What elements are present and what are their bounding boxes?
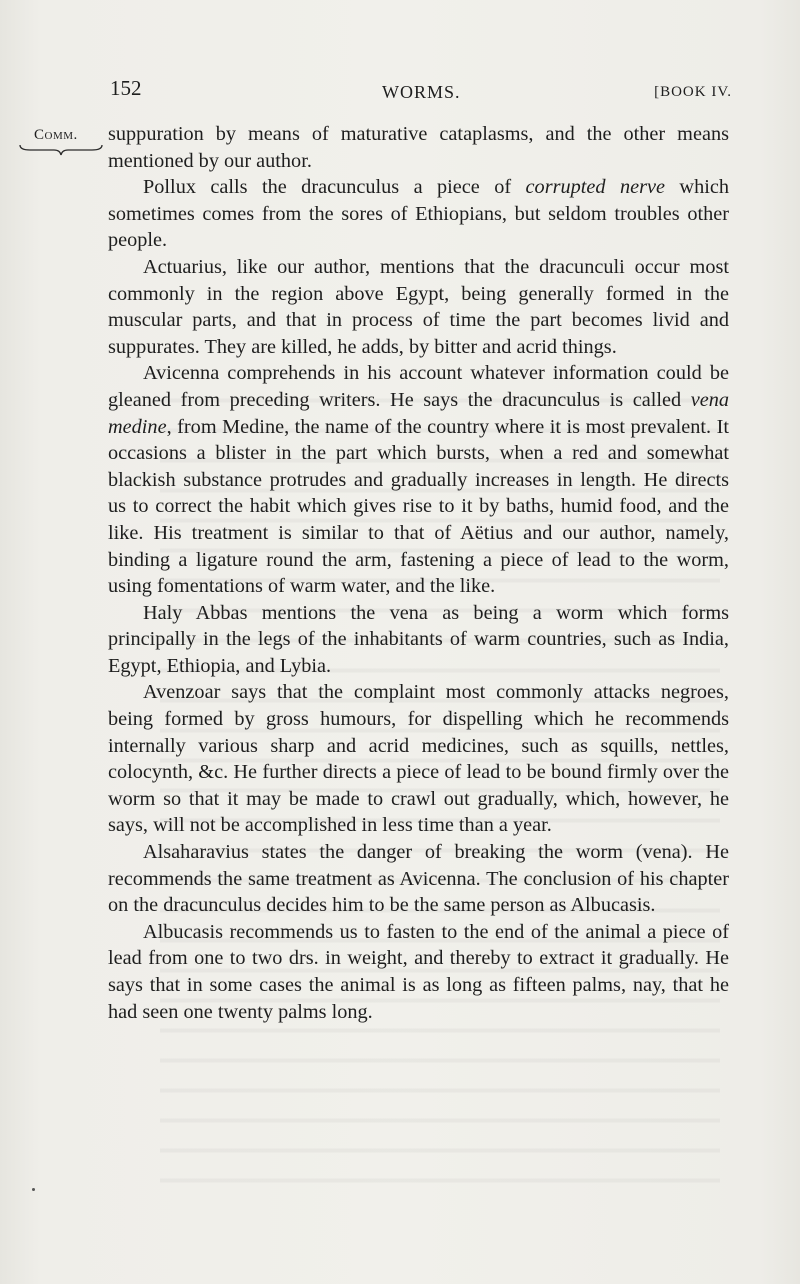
- italic-text: vena medine: [108, 388, 729, 438]
- brace-icon: [18, 143, 104, 157]
- text-segment: Albucasis recommends us to fasten to the end of the animal a piece of lead from one to two drs. in weight, and thereby to extract it gradually. He says that in some cases the animal is as long as fifteen palms, nay, that he had seen one twenty palms long.: [108, 920, 729, 1023]
- paragraph: [108, 121, 729, 174]
- paragraph: [108, 839, 729, 919]
- text-segment: Pollux calls the dracunculus a piece of: [143, 176, 526, 199]
- paper-speck: [32, 1188, 35, 1191]
- paragraph: [108, 600, 729, 680]
- book-reference: [BOOK IV.: [654, 84, 732, 100]
- running-title: WORMS.: [382, 82, 461, 102]
- paragraph: [108, 254, 729, 360]
- text-segment: , from Medine, the name of the country where it is most prevalent. It occasions a blister in the part which bursts, when a red and somewhat blackish substance protrudes and gradually increases in length. He directs us to correct the habit which gives rise to it by baths, humid food, and the like. His treatment is similar to that of Aëtius and our author, namely, binding a ligature round the arm, fastening a piece of lead to the worm, using fomentations of warm water, and the like.: [108, 415, 729, 598]
- text-segment: Actuarius, like our author, mentions that the dracunculi occur most commonly in the region above Egypt, being generally formed in the muscular parts, and that in process of time the part becomes livid and suppurates. They are killed, he adds, by bitter and acrid things.: [108, 255, 729, 358]
- page-number: 152: [110, 76, 142, 100]
- paragraph: [108, 174, 729, 254]
- text-segment: suppuration by means of maturative cataplasms, and the other means mentioned by our author.: [108, 123, 729, 172]
- text-segment: Avenzoar says that the complaint most commonly attacks negroes, being formed by gross humours, for dispelling which he recommends internally various sharp and acrid medicines, such as squills, nettles, colocynth, &c. He further directs a piece of lead to be bound firmly over the worm so that it may be made to crawl out gradually, which, however, he says, will not be accomplished in less time than a year.: [108, 681, 729, 837]
- italic-text: corrupted nerve: [525, 176, 665, 199]
- paragraph: [108, 679, 729, 839]
- margin-note-label: Comm.: [34, 127, 78, 143]
- page-header: [110, 72, 732, 108]
- text-segment: Haly Abbas mentions the vena as being a worm which forms principally in the legs of the inhabitants of warm countries, such as India, Egypt, Ethiopia, and Lybia.: [108, 601, 729, 677]
- text-segment: which sometimes comes from the sores of Ethiopians, but seldom troubles other people.: [108, 176, 729, 252]
- body-text: [108, 121, 729, 1025]
- text-segment: Alsaharavius states the danger of breaking the worm (vena). He recommends the same treatment as Avicenna. The conclusion of his chapter on the dracunculus decides him to be the same person as Albucasis.: [108, 841, 729, 917]
- text-segment: Avicenna comprehends in his account whatever information could be gleaned from preceding writers. He says the dracunculus is called: [108, 362, 729, 411]
- margin-note: [34, 127, 106, 157]
- paragraph: [108, 919, 729, 1025]
- paragraph: [108, 360, 729, 599]
